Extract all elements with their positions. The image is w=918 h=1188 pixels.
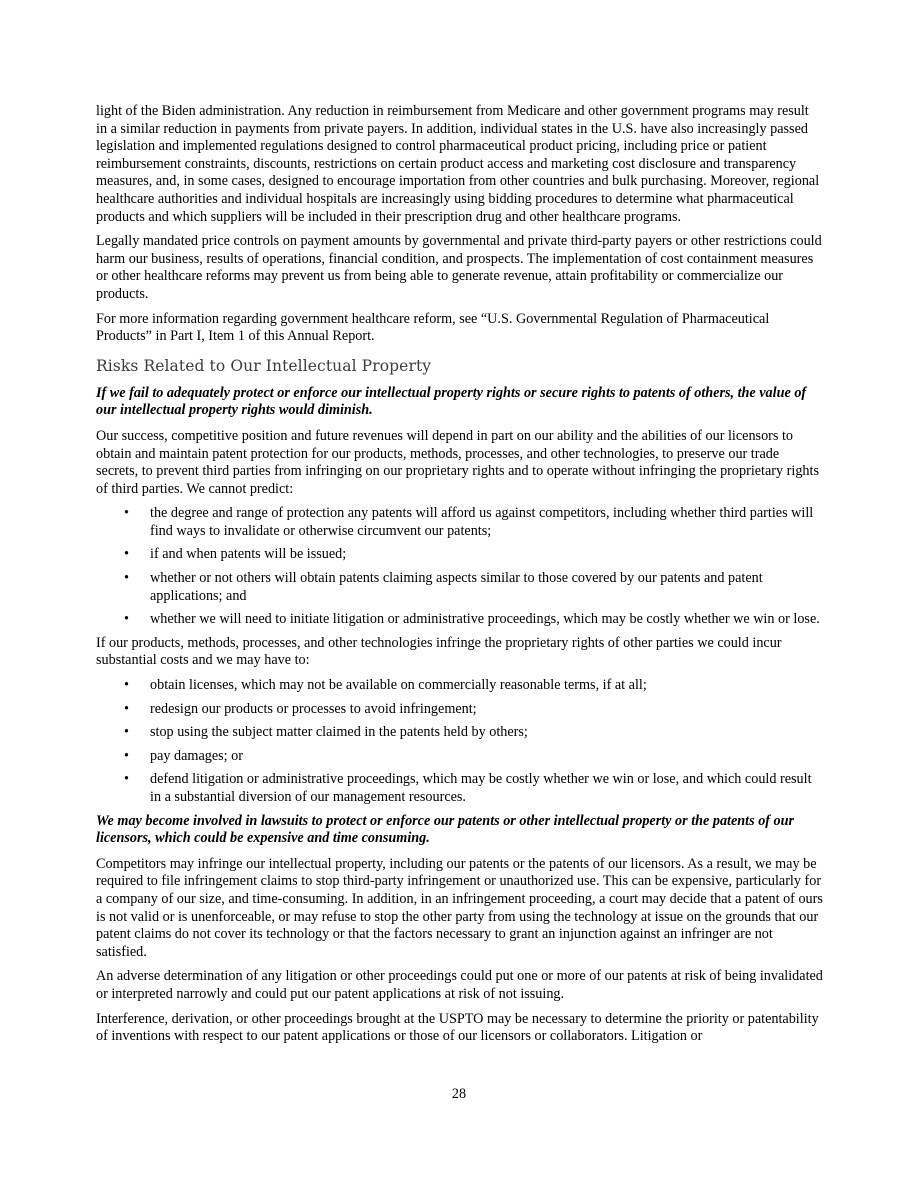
page-number: 28: [451, 1086, 467, 1102]
bullet-icon: •: [124, 611, 129, 628]
bullet-icon: •: [124, 724, 129, 741]
list-item: [96, 546, 823, 564]
risk-factor-heading-lawsuits: We may become involved in lawsuits to protect or enforce our patents or other intellectual property or the patents of our licensors, which could be expensive and time consuming.: [96, 812, 795, 847]
bullet-icon: •: [124, 546, 129, 563]
list-item-text: if and when patents will be issued;: [150, 546, 347, 563]
list-item-text: the degree and range of protection any patents will afford us against competitors, including whether third parties will find ways to invalidate or otherwise circumvent our patents;: [150, 505, 814, 539]
list-item-text: defend litigation or administrative proceedings, which may be costly whether we win or lose, and which could result in a substantial diversion of our management resources.: [150, 771, 812, 805]
bullet-list-cannot-predict: [96, 505, 823, 629]
bullet-icon: •: [124, 771, 129, 788]
list-item-text: pay damages; or: [150, 747, 243, 764]
list-item: [96, 701, 823, 719]
paragraph-our-success: Our success, competitive position and future revenues will depend in part on our ability and the abilities of our licensors to obtain and maintain patent protection for our products, methods, processes, and other technologies, to preserve our trade secrets, to prevent third parties from infringing on our proprietary rights and to operate without infringing the proprietary rights of third parties. We cannot predict:: [96, 427, 819, 497]
bullet-icon: •: [124, 505, 129, 522]
document-page: [96, 103, 823, 1053]
list-item: [96, 724, 823, 742]
bullet-icon: •: [124, 677, 129, 694]
list-item: [96, 748, 823, 766]
list-item-text: whether or not others will obtain patents claiming aspects similar to those covered by our patents and patent applications; and: [150, 570, 763, 604]
list-item: [96, 570, 823, 605]
paragraph-more-information: For more information regarding government healthcare reform, see “U.S. Governmental Regulation of Pharmaceutical Products” in Part I, Item 1 of this Annual Report.: [96, 310, 770, 345]
list-item-text: stop using the subject matter claimed in the patents held by others;: [150, 724, 528, 741]
list-item-text: obtain licenses, which may not be available on commercially reasonable terms, if at all;: [150, 677, 647, 694]
bullet-icon: •: [124, 747, 129, 764]
paragraph-competitors-infringe: Competitors may infringe our intellectual property, including our patents or the patents of our licensors. As a result, we may be required to file infringement claims to stop third-party infringement or unauthorized use. This can be expensive, particularly for a company of our size, and time-consuming. In addition, in an infringement proceeding, a court may decide that a patent of ours is not valid or is unenforceable, or may refuse to stop the other party from using the technology at issue on the grounds that our patent claims do not cover its technology or that the factors necessary to grant an injunction against an infringer are not satisfied.: [96, 855, 823, 960]
paragraph-infringe-costs: If our products, methods, processes, and other technologies infringe the proprietary rights of other parties we could incur substantial costs and we may have to:: [96, 634, 782, 669]
paragraph-adverse-determination: An adverse determination of any litigation or other proceedings could put one or more of our patents at risk of being invalidated or interpreted narrowly and could put our patent applications at risk of not issuing.: [96, 968, 823, 1002]
section-heading-intellectual-property: Risks Related to Our Intellectual Property: [96, 356, 432, 375]
list-item: [96, 771, 823, 806]
paragraph-reimbursement: light of the Biden administration. Any reduction in reimbursement from Medicare and other government programs may result in a similar reduction in payments from private payers. In addition, individual states in the U.S. have also increasingly passed legislation and implemented regulations designed to control pharmaceutical product pricing, including price or patient reimbursement constraints, discounts, restrictions on certain product access and marketing cost disclosure and transparency measures, and, in some cases, designed to encourage importation from other countries and bulk purchasing. Moreover, regional healthcare authorities and individual hospitals are increasingly using bidding procedures to determine what pharmaceutical products and which suppliers will be included in their prescription drug and other healthcare programs.: [96, 103, 820, 225]
list-item-text: whether we will need to initiate litigation or administrative proceedings, which may be costly whether we win or lose.: [150, 611, 820, 628]
bullet-icon: •: [124, 700, 129, 717]
list-item-text: redesign our products or processes to avoid infringement;: [150, 700, 477, 717]
risk-factor-heading-protect-ip: If we fail to adequately protect or enforce our intellectual property rights or secure rights to patents of others, the value of our intellectual property rights would diminish.: [96, 384, 807, 419]
paragraph-interference: Interference, derivation, or other proceedings brought at the USPTO may be necessary to determine the priority or patentability of inventions with respect to our patent applications or those of our licensors or collaborators. Litigation or: [96, 1010, 819, 1045]
bullet-list-may-have-to: [96, 677, 823, 807]
list-item: [96, 611, 823, 629]
bullet-icon: •: [124, 570, 129, 587]
paragraph-price-controls: Legally mandated price controls on payment amounts by governmental and private third-party payers or other restrictions could harm our business, results of operations, financial condition, and prospects. The implementation of cost containment measures or other healthcare reforms may prevent us from being able to generate revenue, attain profitability or commercialize our products.: [96, 233, 822, 302]
list-item: [96, 505, 823, 540]
list-item: [96, 677, 823, 695]
